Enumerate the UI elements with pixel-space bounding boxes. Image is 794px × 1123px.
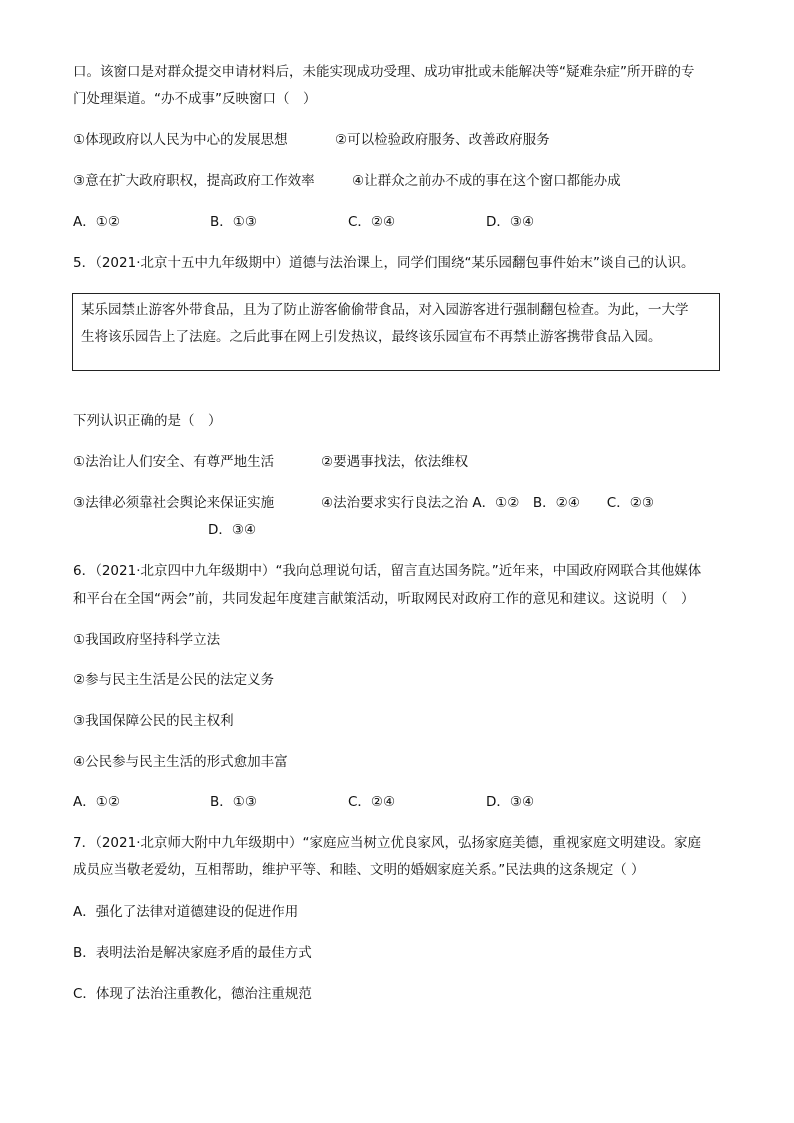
q7-stem-line1: 7．（2021·北京师大附中九年级期中）“家庭应当树立优良家风，弘扬家庭美德，重视家庭文明建设。家庭 bbox=[73, 835, 701, 851]
q5-material-line2: 生将该乐园告上了法庭。之后此事在网上引发热议，最终该乐园宣布不再禁止游客携带食品入园。 bbox=[81, 329, 662, 345]
q6-statement-2: ②参与民主生活是公民的法定义务 bbox=[73, 672, 275, 688]
q4-statement-4: ④让群众之前办不成的事在这个窗口都能办成 bbox=[352, 173, 621, 189]
q5-material-box bbox=[72, 293, 720, 371]
q6-statement-4: ④公民参与民主生活的形式愈加丰富 bbox=[73, 754, 288, 770]
q6-option-d[interactable]: D．③④ bbox=[486, 794, 535, 810]
q6-stem-line1: 6．（2021·北京四中九年级期中）“我向总理说句话，留言直达国务院。”近年来，中国政府网联合其他媒体 bbox=[73, 563, 702, 579]
q4-statement-3: ③意在扩大政府职权，提高政府工作效率 bbox=[73, 173, 315, 189]
q5-material-line1: 某乐园禁止游客外带食品，且为了防止游客偷偷带食品，对入园游客进行强制翻包检查。为此，一大学 bbox=[81, 302, 689, 318]
q4-option-a[interactable]: A．①② bbox=[73, 214, 120, 230]
q5-statement-4-and-options[interactable]: ④法治要求实行良法之治 A．①② B．②④ C．②③ bbox=[321, 495, 654, 511]
q4-option-d[interactable]: D．③④ bbox=[486, 214, 535, 230]
q7-option-b[interactable]: B．表明法治是解决家庭矛盾的最佳方式 bbox=[73, 945, 312, 961]
q5-option-d[interactable]: D．③④ bbox=[208, 522, 257, 538]
q6-stem-line2: 和平台在全国“两会”前，共同发起年度建言献策活动，听取网民对政府工作的意见和建议。这说明（ ） bbox=[73, 591, 695, 607]
q6-option-b[interactable]: B．①③ bbox=[210, 794, 257, 810]
q5-stem: 5．（2021·北京十五中九年级期中）道德与法治课上，同学们围绕“某乐园翻包事件始末”谈自己的认识。 bbox=[73, 255, 695, 271]
q6-option-c[interactable]: C．②④ bbox=[348, 794, 396, 810]
q7-stem-line2: 成员应当敬老爱幼，互相帮助，维护平等、和睦、文明的婚姻家庭关系。”民法典的这条规定（ ） bbox=[73, 862, 645, 878]
q6-statement-1: ①我国政府坚持科学立法 bbox=[73, 632, 221, 648]
q4-statement-2: ②可以检验政府服务、改善政府服务 bbox=[335, 132, 550, 148]
q5-statement-2: ②要遇事找法，依法维权 bbox=[321, 454, 469, 470]
q4-stem-line2: 门处理渠道。“办不成事”反映窗口（ ） bbox=[73, 91, 317, 107]
q4-stem-line1: 口。该窗口是对群众提交申请材料后，未能实现成功受理、成功审批或未能解决等“疑难杂症”所开辟的专 bbox=[73, 64, 695, 80]
q4-option-b[interactable]: B．①③ bbox=[210, 214, 257, 230]
q6-option-a[interactable]: A．①② bbox=[73, 794, 120, 810]
q7-option-a[interactable]: A．强化了法律对道德建设的促进作用 bbox=[73, 904, 299, 920]
q6-statement-3: ③我国保障公民的民主权利 bbox=[73, 713, 234, 729]
q7-option-c[interactable]: C．体现了法治注重教化，德治注重规范 bbox=[73, 986, 312, 1002]
q5-statement-3: ③法律必须靠社会舆论来保证实施 bbox=[73, 495, 275, 511]
q4-statement-1: ①体现政府以人民为中心的发展思想 bbox=[73, 132, 288, 148]
q5-statement-1: ①法治让人们安全、有尊严地生活 bbox=[73, 454, 275, 470]
q5-question: 下列认识正确的是（ ） bbox=[73, 413, 222, 429]
q4-option-c[interactable]: C．②④ bbox=[348, 214, 396, 230]
